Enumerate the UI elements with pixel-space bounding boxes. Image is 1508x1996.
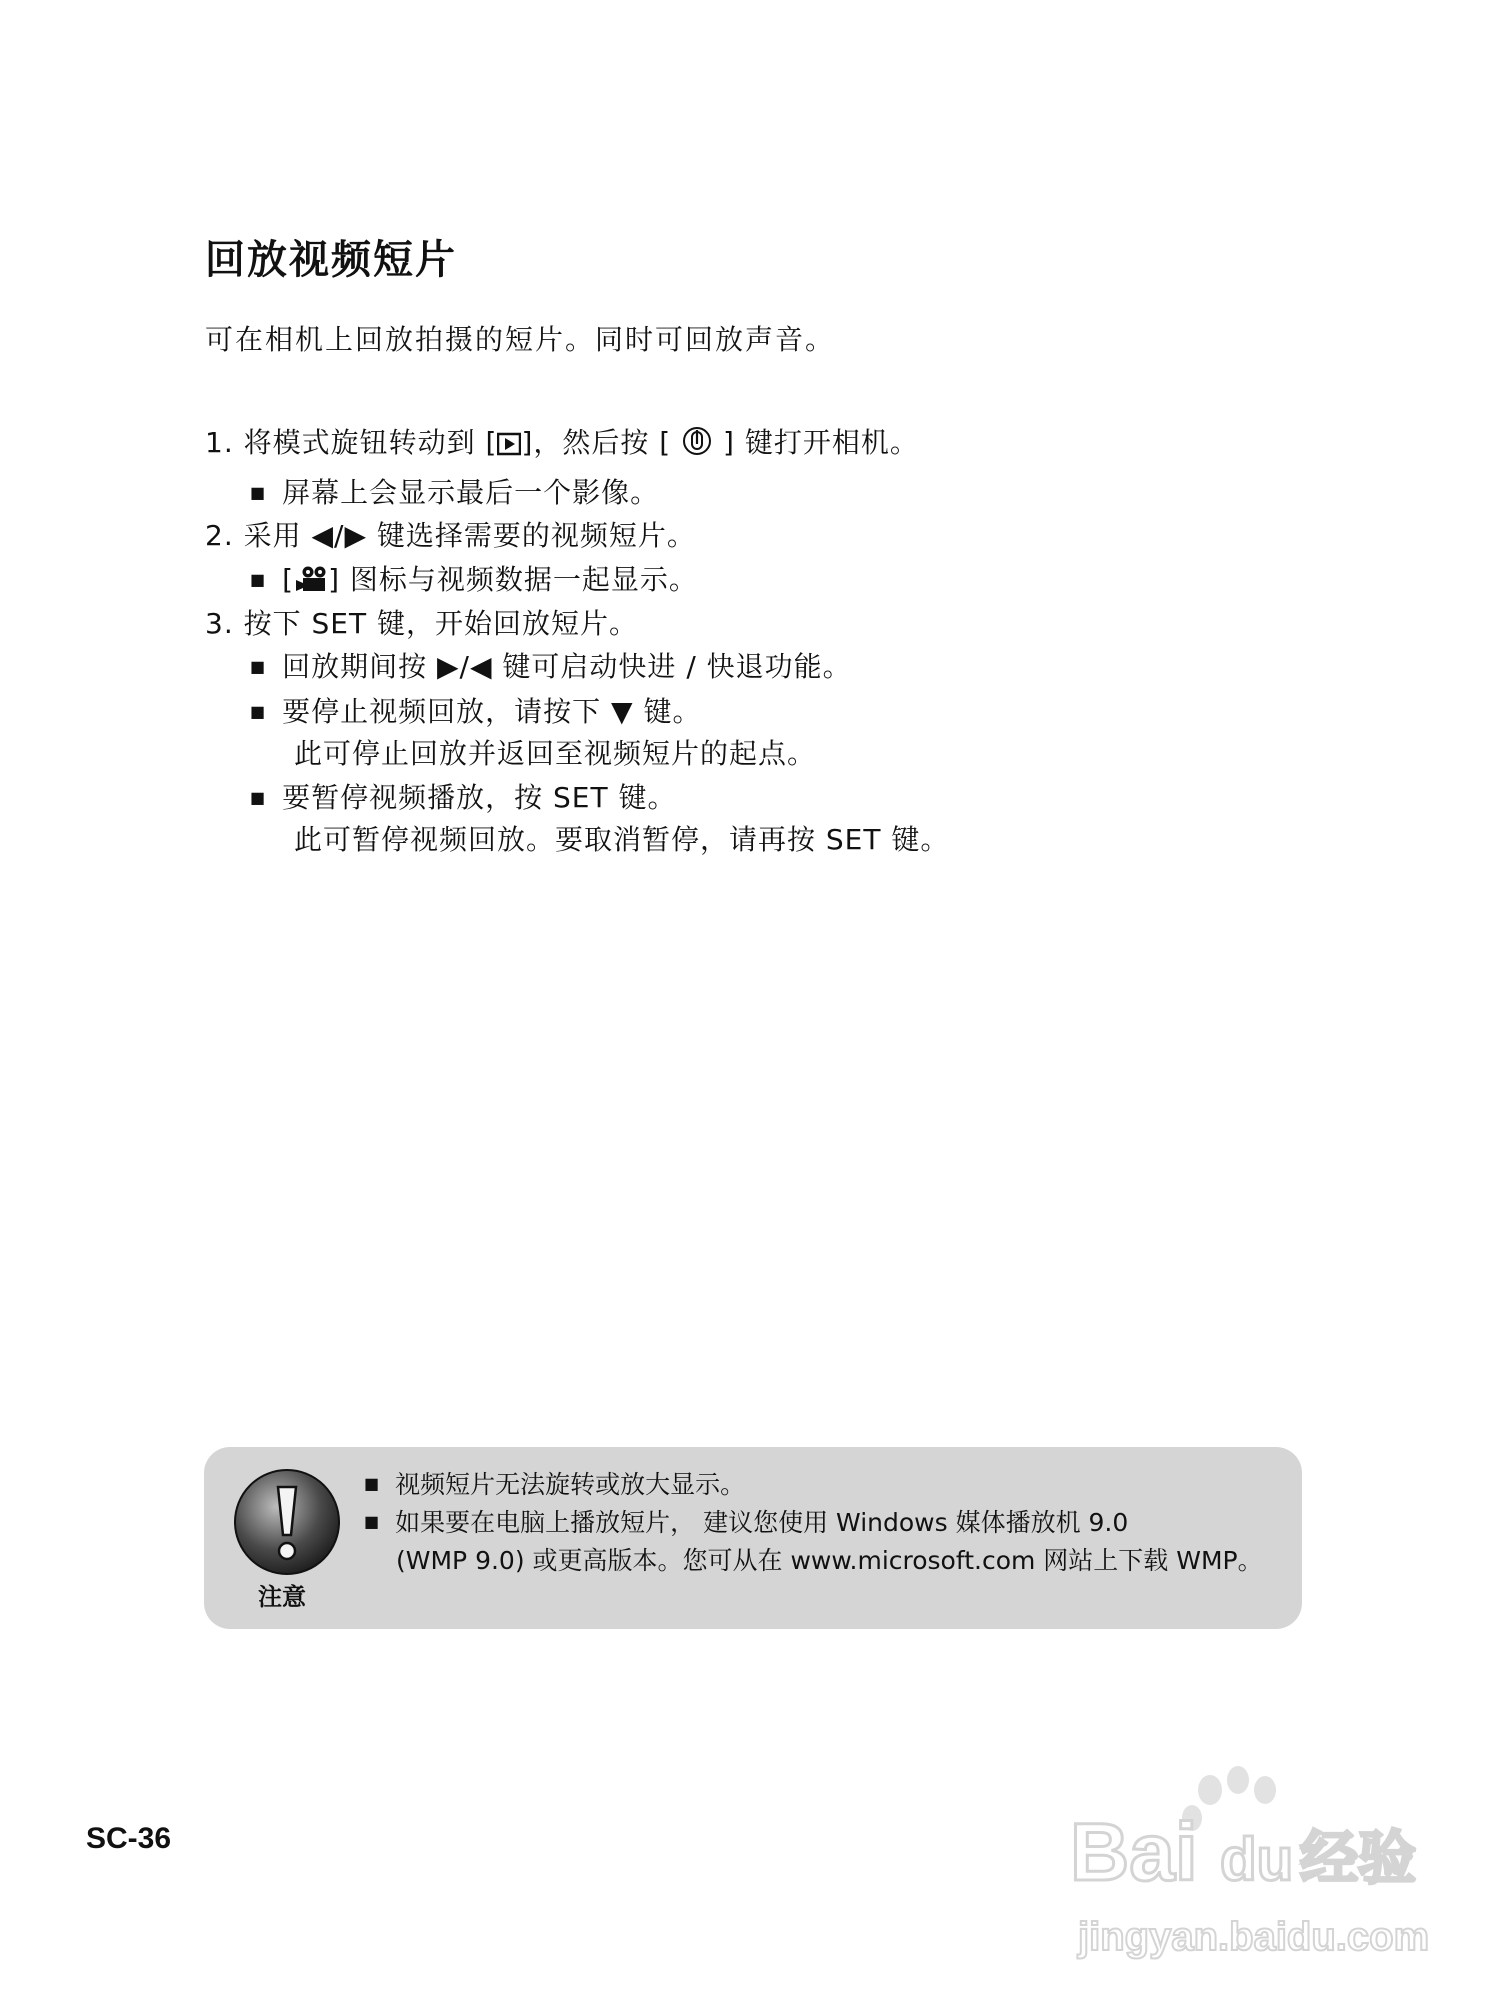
note-label: 注意 [258,1583,306,1611]
note-line-2: ■ 如果要在电脑上播放短片， 建议您使用 Windows 媒体播放机 9.0 [364,1508,1129,1537]
watermark-brand: Bai [1070,1807,1198,1898]
note-line-1: ■ 视频短片无法旋转或放大显示。 [364,1470,746,1499]
video-camera-icon [294,564,328,604]
baidu-watermark [1070,1760,1430,1964]
step-1: 1. 将模式旋钮转动到 [ ]，然后按 [ ] 键打开相机。 [205,423,919,467]
step-3-bullet-3: ■ 要暂停视频播放，按 SET 键。 [250,781,677,814]
step-3: 3. 按下 SET 键，开始回放短片。 [205,607,638,640]
warning-icon [232,1467,342,1581]
step-2: 2. 采用 ◀/▶ 键选择需要的视频短片。 [205,519,696,552]
power-button-icon [681,424,713,467]
watermark-brand-2: du [1220,1826,1294,1893]
step-3-bullet-3-continued: 此可暂停视频回放。要取消暂停，请再按 SET 键。 [294,823,950,856]
note-box [204,1447,1302,1629]
page-title: 回放视频短片 [205,237,457,283]
step-1-bullet-1: ■ 屏幕上会显示最后一个影像。 [250,476,660,509]
watermark-suffix: 经验 [1300,1824,1417,1892]
page-number: SC-36 [86,1822,172,1855]
intro-text: 可在相机上回放拍摄的短片。同时可回放声音。 [205,323,836,356]
step-3-bullet-2-continued: 此可停止回放并返回至视频短片的起点。 [294,737,817,770]
playback-mode-icon [497,427,521,467]
step-2-bullet-1: ■ [ ] 图标与视频数据一起显示。 [250,560,698,604]
step-3-bullet-2: ■ 要停止视频回放，请按下 ▼ 键。 [250,695,702,728]
watermark-url: jingyan.baidu.com [1078,1915,1430,1959]
note-line-3: (WMP 9.0) 或更高版本。您可从在 www.microsoft.com 网站上下载 WMP。 [396,1546,1263,1575]
step-3-bullet-1: ■ 回放期间按 ▶/◀ 键可启动快进 / 快退功能。 [250,650,852,683]
